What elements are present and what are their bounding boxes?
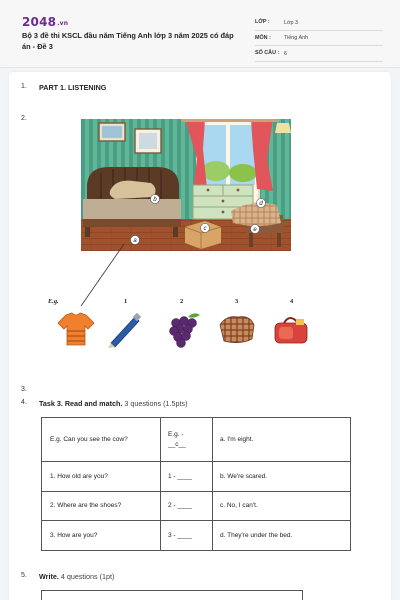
option-cell: d. They're under the bed. (213, 521, 351, 551)
pen-icon (105, 309, 145, 349)
table-row (42, 462, 351, 492)
answer-cell[interactable]: 1 - ____ (161, 462, 213, 492)
meta-key: LỚP : (255, 19, 270, 25)
question-cell: 2. Where are the shoes? (42, 491, 161, 521)
marker-a-label: a (133, 238, 137, 244)
write-heading (39, 572, 114, 581)
task3-title: Task 3. Read and match. (39, 399, 123, 408)
answer-example-value: __c__ (168, 440, 186, 448)
item-caption-4: 4 (290, 298, 294, 305)
page-header (0, 0, 400, 68)
match-table (41, 417, 351, 551)
grapes-icon (162, 309, 202, 349)
write-box (41, 590, 303, 600)
t-shirt-icon (56, 309, 96, 349)
pillow (110, 181, 156, 199)
meta-key: MÔN : (255, 34, 271, 41)
task3-info: 3 questions (1.5pts) (124, 399, 188, 408)
meta-value: Tiếng Anh (284, 35, 309, 41)
meta-key: SỐ CÂU : (255, 50, 280, 56)
table-row (42, 491, 351, 521)
answer-cell[interactable]: 3 - ____ (161, 521, 213, 551)
meta-row-count (255, 46, 383, 62)
marker-c-label: c (203, 226, 207, 232)
question-number: 4. (21, 399, 27, 406)
table-row (42, 521, 351, 551)
exam-paper (9, 72, 391, 600)
question-cell: 1. How old are you? (42, 462, 161, 492)
logo-text: 2048 (22, 15, 57, 29)
meta-row-subject (255, 31, 383, 47)
question-cell: E.g. Can you see the cow? (42, 418, 161, 462)
item-caption-3: 3 (235, 298, 239, 305)
site-logo[interactable] (22, 15, 68, 29)
option-cell: b. We're scared. (213, 462, 351, 492)
question-number: 3. (21, 386, 27, 393)
marker-b-label: b (153, 197, 157, 203)
option-cell: c. No, I can't. (213, 491, 351, 521)
logo-suffix: .vn (57, 20, 69, 27)
task3-heading (39, 399, 188, 408)
school-bag-icon (270, 309, 310, 349)
table-row (42, 418, 351, 462)
question-cell: 3. How are you? (42, 521, 161, 551)
question-number: 1. (21, 83, 27, 90)
marker-e-label: e (253, 227, 257, 233)
option-cell: a. I'm eight. (213, 418, 351, 462)
bedroom-scene-image (81, 119, 291, 251)
item-caption-2: 2 (180, 298, 184, 305)
question-number: 5. (21, 572, 27, 579)
bed-blanket (83, 199, 181, 221)
marker-d-label: d (259, 201, 263, 207)
example-match-line (69, 242, 129, 312)
blanket-icon (216, 309, 256, 349)
write-title: Write. (39, 572, 59, 581)
meta-row-class (255, 15, 383, 31)
part-title: PART 1. LISTENING (39, 83, 107, 92)
meta-value: 6 (284, 50, 287, 57)
answer-example-label: E.g. - (168, 430, 184, 438)
answer-cell[interactable] (161, 418, 213, 462)
exam-title: Bộ 3 đề thi KSCL đầu năm Tiếng Anh lớp 3 năm 2025 có đáp án - Đề 3 (22, 31, 234, 51)
exam-meta (255, 15, 383, 62)
question-number: 2. (21, 115, 27, 122)
item-caption-eg: E.g. (48, 298, 59, 305)
write-info: 4 questions (1pt) (60, 572, 115, 581)
item-caption-1: 1 (124, 298, 128, 305)
answer-cell[interactable]: 2 - ____ (161, 491, 213, 521)
meta-value: Lớp 3 (284, 19, 299, 26)
